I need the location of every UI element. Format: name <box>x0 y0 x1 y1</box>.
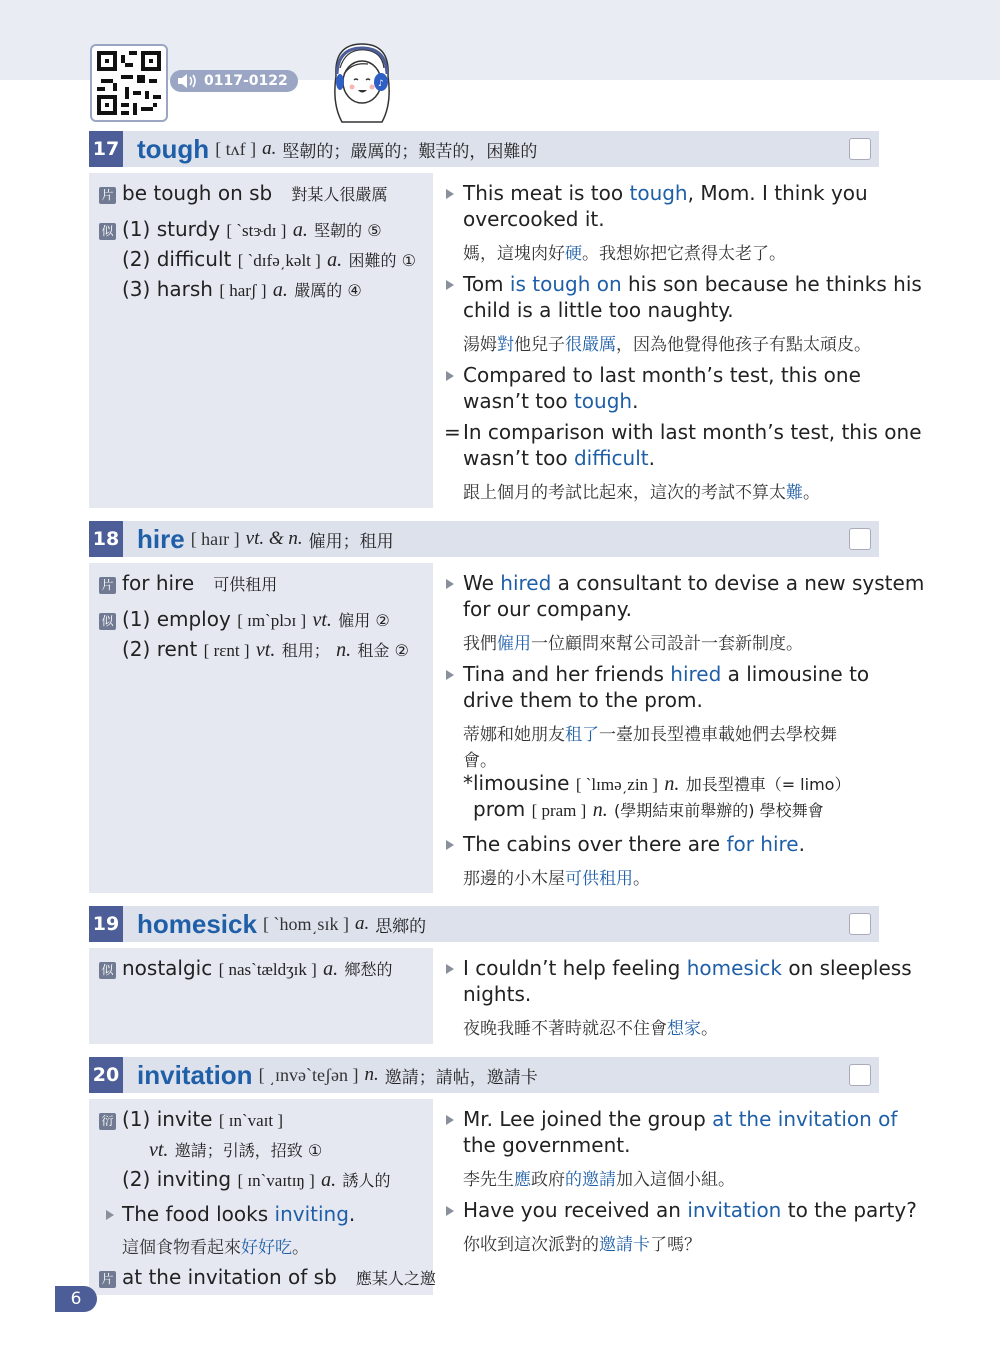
example-sentence: We hired a consultant to devise a new system <box>463 571 925 595</box>
pronunciation: [ tʌf ] <box>215 138 257 159</box>
similar-line: 似 nostalgic [ nasˋtældʒɪk ] a. 鄉愁的 <box>99 956 393 981</box>
derived-meaning: vt. 邀請；引誘，招致 ① <box>149 1139 323 1161</box>
entry-number: 17 <box>89 131 123 167</box>
vocab-note: prom [ pram ] n. (學期結束前舉辦的) 學校舞會 <box>473 797 824 821</box>
left-panel <box>89 1099 436 1295</box>
entry-header <box>89 131 879 167</box>
checkbox[interactable] <box>849 913 871 935</box>
similar-line: (2) rent [ rɛnt ] vt. 租用； n. 租金 ② <box>122 637 409 661</box>
example-sentence: This meat is too tough, Mom. I think you <box>463 181 868 205</box>
similar-line: 似 (1) sturdy [ ˋstɝdɪ ] a. 堅韌的 ⑤ <box>99 217 382 242</box>
examples-panel <box>444 563 925 893</box>
example-sentence-cont: child is a little too naughty. <box>463 298 734 322</box>
entry-18 <box>89 521 925 893</box>
qr-code-icon <box>97 51 161 115</box>
audio-track-badge[interactable] <box>170 70 298 92</box>
example-translation: 跟上個月的考試比起來，這次的考試不算太難。 <box>463 483 820 503</box>
bullet-icon <box>446 964 454 974</box>
bullet-icon <box>446 1115 454 1125</box>
example-sentence-cont: drive them to the prom. <box>463 688 703 712</box>
speaker-icon <box>176 73 198 89</box>
entry-19 <box>89 906 912 1044</box>
example-sentence-cont: wasn’t too difficult. <box>463 446 655 470</box>
bullet-icon <box>446 670 454 680</box>
phrase-line: 片 for hire 可供租用 <box>99 571 277 595</box>
part-of-speech: a. <box>354 913 370 934</box>
example-translation: 夜晚我睡不著時就忍不住會想家。 <box>463 1019 718 1039</box>
pronunciation: [ haɪr ] <box>190 528 240 549</box>
headword: tough <box>137 133 210 164</box>
example-translation: 湯姆對他兒子很嚴厲，因為他覺得他孩子有點太頑皮。 <box>463 335 871 355</box>
svg-text:♪: ♪ <box>378 79 384 89</box>
example-translation: 媽，這塊肉好硬。我想妳把它煮得太老了。 <box>463 244 786 264</box>
bullet-icon <box>106 1210 114 1220</box>
derived-line: 衍 (1) invite [ ɪnˋvaɪt ] <box>99 1107 283 1131</box>
left-panel <box>89 948 433 1044</box>
example-sentence: Tina and her friends hired a limousine to <box>463 662 870 686</box>
bullet-icon <box>446 189 454 199</box>
bullet-icon <box>446 579 454 589</box>
example-sentence-cont: the government. <box>463 1133 631 1157</box>
headword-meaning: 堅韌的；嚴厲的；艱苦的，困難的 <box>282 141 538 162</box>
bullet-icon <box>446 371 454 381</box>
left-panel <box>89 173 433 508</box>
audio-track-label: 0117-0122 <box>204 73 288 89</box>
entry-header <box>89 906 879 942</box>
example-sentence: In comparison with last month’s test, this one <box>463 420 922 444</box>
similar-tag: 似 <box>99 962 116 979</box>
examples-panel <box>444 1099 917 1295</box>
entry-header <box>89 1057 879 1093</box>
example-translation: 那邊的小木屋可供租用。 <box>463 869 650 889</box>
example-sentence: Tom is tough on his son because he thinks his <box>463 272 922 296</box>
pronunciation: [ ˋhom͵sɪk ] <box>262 913 349 934</box>
bullet-icon <box>446 840 454 850</box>
part-of-speech: a. <box>262 138 277 159</box>
phrase-line: 片 be tough on sb 對某人很嚴厲 <box>99 181 387 205</box>
checkbox[interactable] <box>849 138 871 160</box>
entry-17 <box>89 131 922 508</box>
qr-code[interactable] <box>90 44 168 122</box>
derived-tag: 衍 <box>99 1113 116 1130</box>
example-translation: 蒂娜和她朋友租了一臺加長型禮車載她們去學校舞 <box>463 725 837 745</box>
headword-meaning: 邀請；請帖，邀請卡 <box>384 1067 538 1088</box>
example-sentence: Have you received an invitation to the party? <box>463 1198 917 1222</box>
part-of-speech: vt. & n. <box>245 528 303 549</box>
phrase-line: 片 at the invitation of sb 應某人之邀 <box>99 1265 436 1289</box>
similar-tag: 似 <box>99 613 116 630</box>
entry-header <box>89 521 879 557</box>
example-translation: 這個食物看起來好好吃。 <box>122 1238 309 1258</box>
phrase-tag: 片 <box>99 577 116 594</box>
example-sentence-cont: wasn’t too tough. <box>463 389 639 413</box>
derived-line: (2) inviting [ ɪnˋvaɪtɪŋ ] a. 誘人的 <box>122 1167 391 1191</box>
example-translation: 李先生應政府的邀請加入這個小組。 <box>463 1170 735 1190</box>
entry-20 <box>89 1057 917 1295</box>
example-sentence: Compared to last month’s test, this one <box>463 363 861 387</box>
example-sentence: I couldn’t help feeling homesick on sleepless <box>463 956 912 980</box>
entry-number: 20 <box>89 1057 123 1093</box>
page-number: 6 <box>55 1286 97 1312</box>
vocab-note: *limousine [ ˋlɪmə͵zin ] n. 加長型禮車（= limo） <box>463 771 851 795</box>
bullet-icon <box>446 280 454 290</box>
example-sentence: The food looks inviting. <box>122 1202 356 1226</box>
example-sentence-cont: nights. <box>463 982 532 1006</box>
examples-panel <box>444 948 912 1044</box>
checkbox[interactable] <box>849 1064 871 1086</box>
entry-number: 18 <box>89 521 123 557</box>
part-of-speech: n. <box>364 1064 379 1085</box>
similar-tag: 似 <box>99 223 116 240</box>
example-sentence-cont: for our company. <box>463 597 633 621</box>
pronunciation: [ ͵ɪnvəˋteʃən ] <box>258 1064 359 1085</box>
examples-panel <box>444 173 922 508</box>
example-sentence: The cabins over there are for hire. <box>463 832 805 856</box>
example-translation: 我們僱用一位顧問來幫公司設計一套新制度。 <box>463 634 803 654</box>
headword-meaning: 思鄉的 <box>375 916 427 937</box>
left-panel <box>89 563 433 893</box>
example-translation: 你收到這次派對的邀請卡了嗎？ <box>463 1235 701 1255</box>
headword: invitation <box>137 1059 253 1090</box>
girl-headphones-illustration <box>322 38 402 128</box>
headword-meaning: 僱用；租用 <box>308 531 394 552</box>
example-sentence-cont: overcooked it. <box>463 207 605 231</box>
example-sentence: Mr. Lee joined the group at the invitation of <box>463 1107 898 1131</box>
headword: hire <box>137 523 185 554</box>
entry-number: 19 <box>89 906 123 942</box>
similar-line: (2) difficult [ ˋdɪfə͵kəlt ] a. 困難的 ① <box>122 247 416 271</box>
similar-line: (3) harsh [ harʃ ] a. 嚴厲的 ④ <box>122 277 362 301</box>
similar-line: 似 (1) employ [ ɪmˋplɔɪ ] vt. 僱用 ② <box>99 607 390 632</box>
headword: homesick <box>137 908 257 939</box>
phrase-tag: 片 <box>99 187 116 204</box>
bullet-icon <box>446 1206 454 1216</box>
equals-sign: = <box>444 420 461 444</box>
phrase-tag: 片 <box>99 1271 116 1288</box>
example-translation-cont: 會。 <box>463 751 497 771</box>
checkbox[interactable] <box>849 528 871 550</box>
